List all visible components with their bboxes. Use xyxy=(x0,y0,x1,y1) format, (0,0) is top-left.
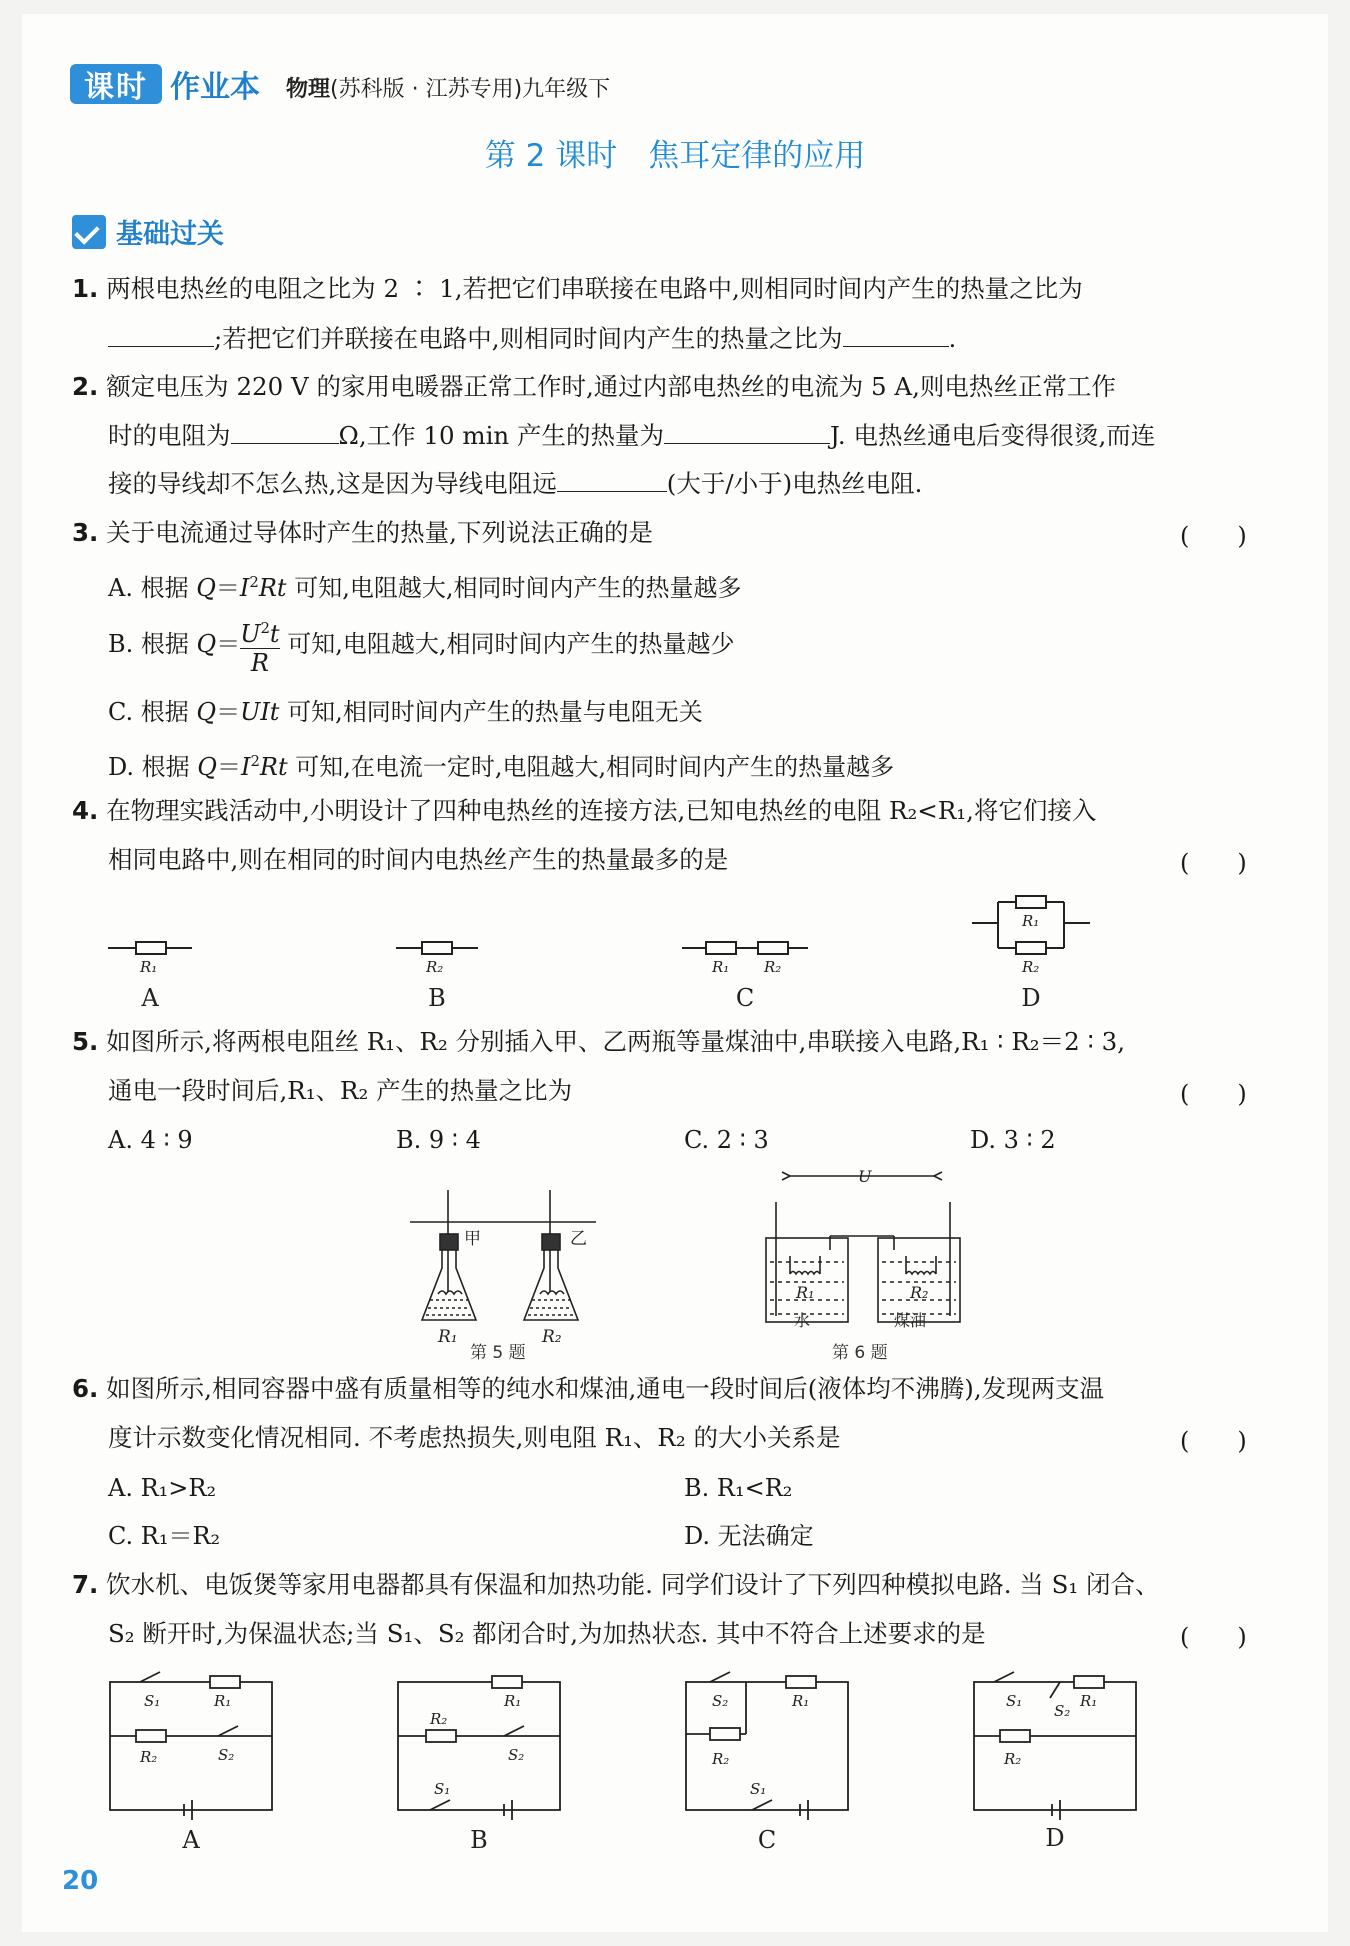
q6-line2: 度计示数变化情况相同. 不考虑热损失,则电阻 R₁、R₂ 的大小关系是 xyxy=(108,1423,841,1452)
q6-r1-label: R₁ xyxy=(796,1283,815,1302)
q7-circuit-figures xyxy=(100,1664,1160,1854)
page-number: 20 xyxy=(62,1866,99,1896)
q7-c-r2: R₂ xyxy=(712,1750,730,1768)
q3-answer-paren[interactable]: ( ) xyxy=(1180,522,1247,550)
formula-q-i2rt-d: $Q=I^2Rt$ xyxy=(197,752,288,781)
q5-option-a[interactable]: A. 4 ∶ 9 xyxy=(108,1126,193,1154)
q4-label-c: C xyxy=(735,984,755,1012)
book-subject xyxy=(286,72,610,103)
q5-option-b[interactable]: B. 9 ∶ 4 xyxy=(396,1126,481,1154)
q7-a-r1: R₁ xyxy=(214,1692,232,1710)
q7-a-s1: S₁ xyxy=(144,1692,161,1710)
q5-flask-figure xyxy=(400,1172,610,1362)
q7-line2: S₂ 断开时,为保温状态;当 S₁、S₂ 都闭合时,为加热状态. 其中不符合上述要求的是 xyxy=(108,1619,986,1648)
q1-text2a: ;若把它们并联接在电路中,则相同时间内产生的热量之比为 xyxy=(214,324,843,353)
q7-number: 7. xyxy=(72,1570,99,1599)
subject-label: 物理 xyxy=(286,77,331,102)
q6-answer-paren[interactable]: ( ) xyxy=(1180,1427,1247,1455)
q2-blank-1[interactable] xyxy=(231,419,339,444)
q3-stem xyxy=(72,516,653,550)
brand-logo xyxy=(70,62,260,106)
q7-line1 xyxy=(72,1568,1160,1602)
section-title: 基础过关 xyxy=(116,219,224,250)
q5-flask-jia-label: 甲 xyxy=(464,1229,481,1249)
q3-opt-b-pre: B. 根据 xyxy=(108,630,197,658)
q4-line1 xyxy=(72,794,1096,828)
q7-c-r1: R₁ xyxy=(792,1692,810,1710)
q7-label-b: B xyxy=(470,1826,488,1854)
q3-option-a[interactable] xyxy=(108,566,741,604)
q4-text1: 在物理实践活动中,小明设计了四种电热丝的连接方法,已知电热丝的电阻 R₂<R₁,将它们接入 xyxy=(106,796,1097,825)
q3-opt-a-pre: A. 根据 xyxy=(108,574,197,602)
q5-number: 5. xyxy=(72,1027,99,1056)
q5-answer-paren[interactable]: ( ) xyxy=(1180,1080,1247,1108)
q7-d-r1: R₁ xyxy=(1080,1692,1098,1710)
q6-option-a[interactable]: A. R₁>R₂ xyxy=(108,1474,217,1502)
q4-label-d: D xyxy=(1021,984,1041,1012)
q7-text1: 饮水机、电饭煲等家用电器都具有保温和加热功能. 同学们设计了下列四种模拟电路. 当 S₁ 闭合、 xyxy=(106,1570,1160,1599)
q5-line2: 通电一段时间后,R₁、R₂ 产生的热量之比为 xyxy=(108,1076,573,1105)
q5-r2-label: R₂ xyxy=(542,1327,562,1347)
q2-line3 xyxy=(108,467,922,501)
q4-d-r2-label: R₂ xyxy=(1022,958,1040,976)
q7-c-s2: S₂ xyxy=(712,1692,729,1710)
q4-label-b: B xyxy=(428,984,446,1012)
formula-q-uit: Q＝UIt xyxy=(196,698,280,726)
q5-figure-caption: 第 5 题 xyxy=(470,1343,526,1363)
q7-c-s1: S₁ xyxy=(750,1780,767,1798)
q3-opt-d-post: 可知,在电流一定时,电阻越大,相同时间内产生的热量越多 xyxy=(287,753,895,781)
formula-q-u2t-over-r: Q＝ $\frac{U^2t}{R}$ xyxy=(197,630,280,658)
edition-label: (苏科版 · 江苏专用)九年级下 xyxy=(330,77,611,102)
q6-line1 xyxy=(72,1372,1104,1406)
q6-water-label: 水 xyxy=(794,1311,811,1330)
q3-opt-a-post: 可知,电阻越大,相同时间内产生的热量越多 xyxy=(286,574,742,602)
q6-figure-caption: 第 6 题 xyxy=(832,1343,888,1363)
q7-label-d: D xyxy=(1045,1824,1065,1852)
q2-text3a: 接的导线却不怎么热,这是因为导线电阻远 xyxy=(108,469,557,498)
q7-answer-paren[interactable]: ( ) xyxy=(1180,1623,1247,1651)
q7-d-s1: S₁ xyxy=(1006,1692,1023,1710)
q5-line1 xyxy=(72,1025,1125,1059)
q7-d-s2: S₂ xyxy=(1054,1702,1071,1720)
q4-answer-paren[interactable]: ( ) xyxy=(1180,849,1247,877)
q4-number: 4. xyxy=(72,796,99,825)
q3-opt-c-post: 可知,相同时间内产生的热量与电阻无关 xyxy=(279,698,703,726)
q4-a-r1-label: R₁ xyxy=(140,958,158,976)
q6-text1: 如图所示,相同容器中盛有质量相等的纯水和煤油,通电一段时间后(液体均不沸腾),发现两支温 xyxy=(106,1374,1105,1403)
check-icon xyxy=(72,215,106,249)
q4-resistor-figures xyxy=(100,890,1120,1014)
q7-b-s1: S₁ xyxy=(434,1780,451,1798)
q2-blank-3[interactable] xyxy=(557,467,667,492)
q2-line2 xyxy=(108,419,1155,453)
q3-text: 关于电流通过导体时产生的热量,下列说法正确的是 xyxy=(106,518,653,547)
q6-r2-label: R₂ xyxy=(910,1283,929,1302)
q7-b-r1: R₁ xyxy=(504,1692,522,1710)
q2-blank-2[interactable] xyxy=(664,419,830,444)
q2-number: 2. xyxy=(72,372,99,401)
q2-text3b: (大于/小于)电热丝电阻. xyxy=(666,469,923,498)
q1-number: 1. xyxy=(72,274,99,303)
q5-flask-yi-label: 乙 xyxy=(570,1229,587,1249)
q2-text2c: J. 电热丝通电后变得很烫,而连 xyxy=(830,421,1156,450)
q7-b-s2: S₂ xyxy=(508,1746,525,1764)
logo-text: 作业本 xyxy=(170,70,260,105)
q2-line1 xyxy=(72,370,1116,404)
q4-label-a: A xyxy=(141,984,159,1012)
q6-container-figure xyxy=(760,1166,976,1334)
q6-option-c[interactable]: C. R₁＝R₂ xyxy=(108,1522,221,1550)
q5-option-d[interactable]: D. 3 ∶ 2 xyxy=(970,1126,1056,1154)
q4-d-r1-label: R₁ xyxy=(1022,912,1040,930)
q4-b-r2-label: R₂ xyxy=(426,958,444,976)
q6-oil-label: 煤油 xyxy=(894,1311,927,1330)
q6-number: 6. xyxy=(72,1374,99,1403)
q3-option-d[interactable] xyxy=(108,745,894,783)
q4-c-r1-label: R₁ xyxy=(712,958,730,976)
q2-text1: 额定电压为 220 V 的家用电暖器正常工作时,通过内部电热丝的电流为 5 A,则电热丝正常工作 xyxy=(106,372,1116,401)
q1-line2 xyxy=(108,322,956,356)
q7-b-r2: R₂ xyxy=(430,1710,448,1728)
q6-option-b[interactable]: B. R₁<R₂ xyxy=(684,1474,793,1502)
q3-opt-b-post: 可知,电阻越大,相同时间内产生的热量越少 xyxy=(279,630,735,658)
section-header xyxy=(72,212,224,251)
q7-a-s2: S₂ xyxy=(218,1746,235,1764)
formula-q-i2rt: $Q=I^2Rt$ xyxy=(196,573,287,602)
q1-text2b: . xyxy=(948,324,957,353)
q1-blank-2[interactable] xyxy=(843,322,949,347)
q1-blank-1[interactable] xyxy=(108,322,214,347)
q7-label-c: C xyxy=(757,1826,777,1854)
q2-text2b: Ω,工作 10 min 产生的热量为 xyxy=(338,421,664,450)
q5-text1: 如图所示,将两根电阻丝 R₁、R₂ 分别插入甲、乙两瓶等量煤油中,串联接入电路,R₁ ∶ R₂＝2 ∶ 3, xyxy=(106,1027,1126,1056)
q6-voltage-label: U xyxy=(858,1167,872,1186)
q1-text1: 两根电热丝的电阻之比为 2 ∶ 1,若把它们串联接在电路中,则相同时间内产生的热量之比为 xyxy=(106,274,1083,303)
logo-mark: 课时 xyxy=(70,64,162,104)
q7-d-r2: R₂ xyxy=(1004,1750,1022,1768)
q3-opt-c-pre: C. 根据 xyxy=(108,698,197,726)
q3-option-b[interactable] xyxy=(108,612,734,677)
q4-c-r2-label: R₂ xyxy=(764,958,782,976)
q1-line1 xyxy=(72,272,1083,306)
q7-label-a: A xyxy=(182,1826,200,1854)
q2-text2a: 时的电阻为 xyxy=(108,421,231,450)
q6-option-d[interactable]: D. 无法确定 xyxy=(684,1522,814,1550)
q4-line2: 相同电路中,则在相同的时间内电热丝产生的热量最多的是 xyxy=(108,845,729,874)
q3-opt-d-pre: D. 根据 xyxy=(108,753,198,781)
q5-r1-label: R₁ xyxy=(438,1327,458,1347)
lesson-title: 第 2 课时 焦耳定律的应用 xyxy=(484,138,866,174)
q7-a-r2: R₂ xyxy=(140,1748,158,1766)
q3-option-c[interactable] xyxy=(108,696,703,728)
q3-number: 3. xyxy=(72,518,99,547)
q5-option-c[interactable]: C. 2 ∶ 3 xyxy=(684,1126,769,1154)
